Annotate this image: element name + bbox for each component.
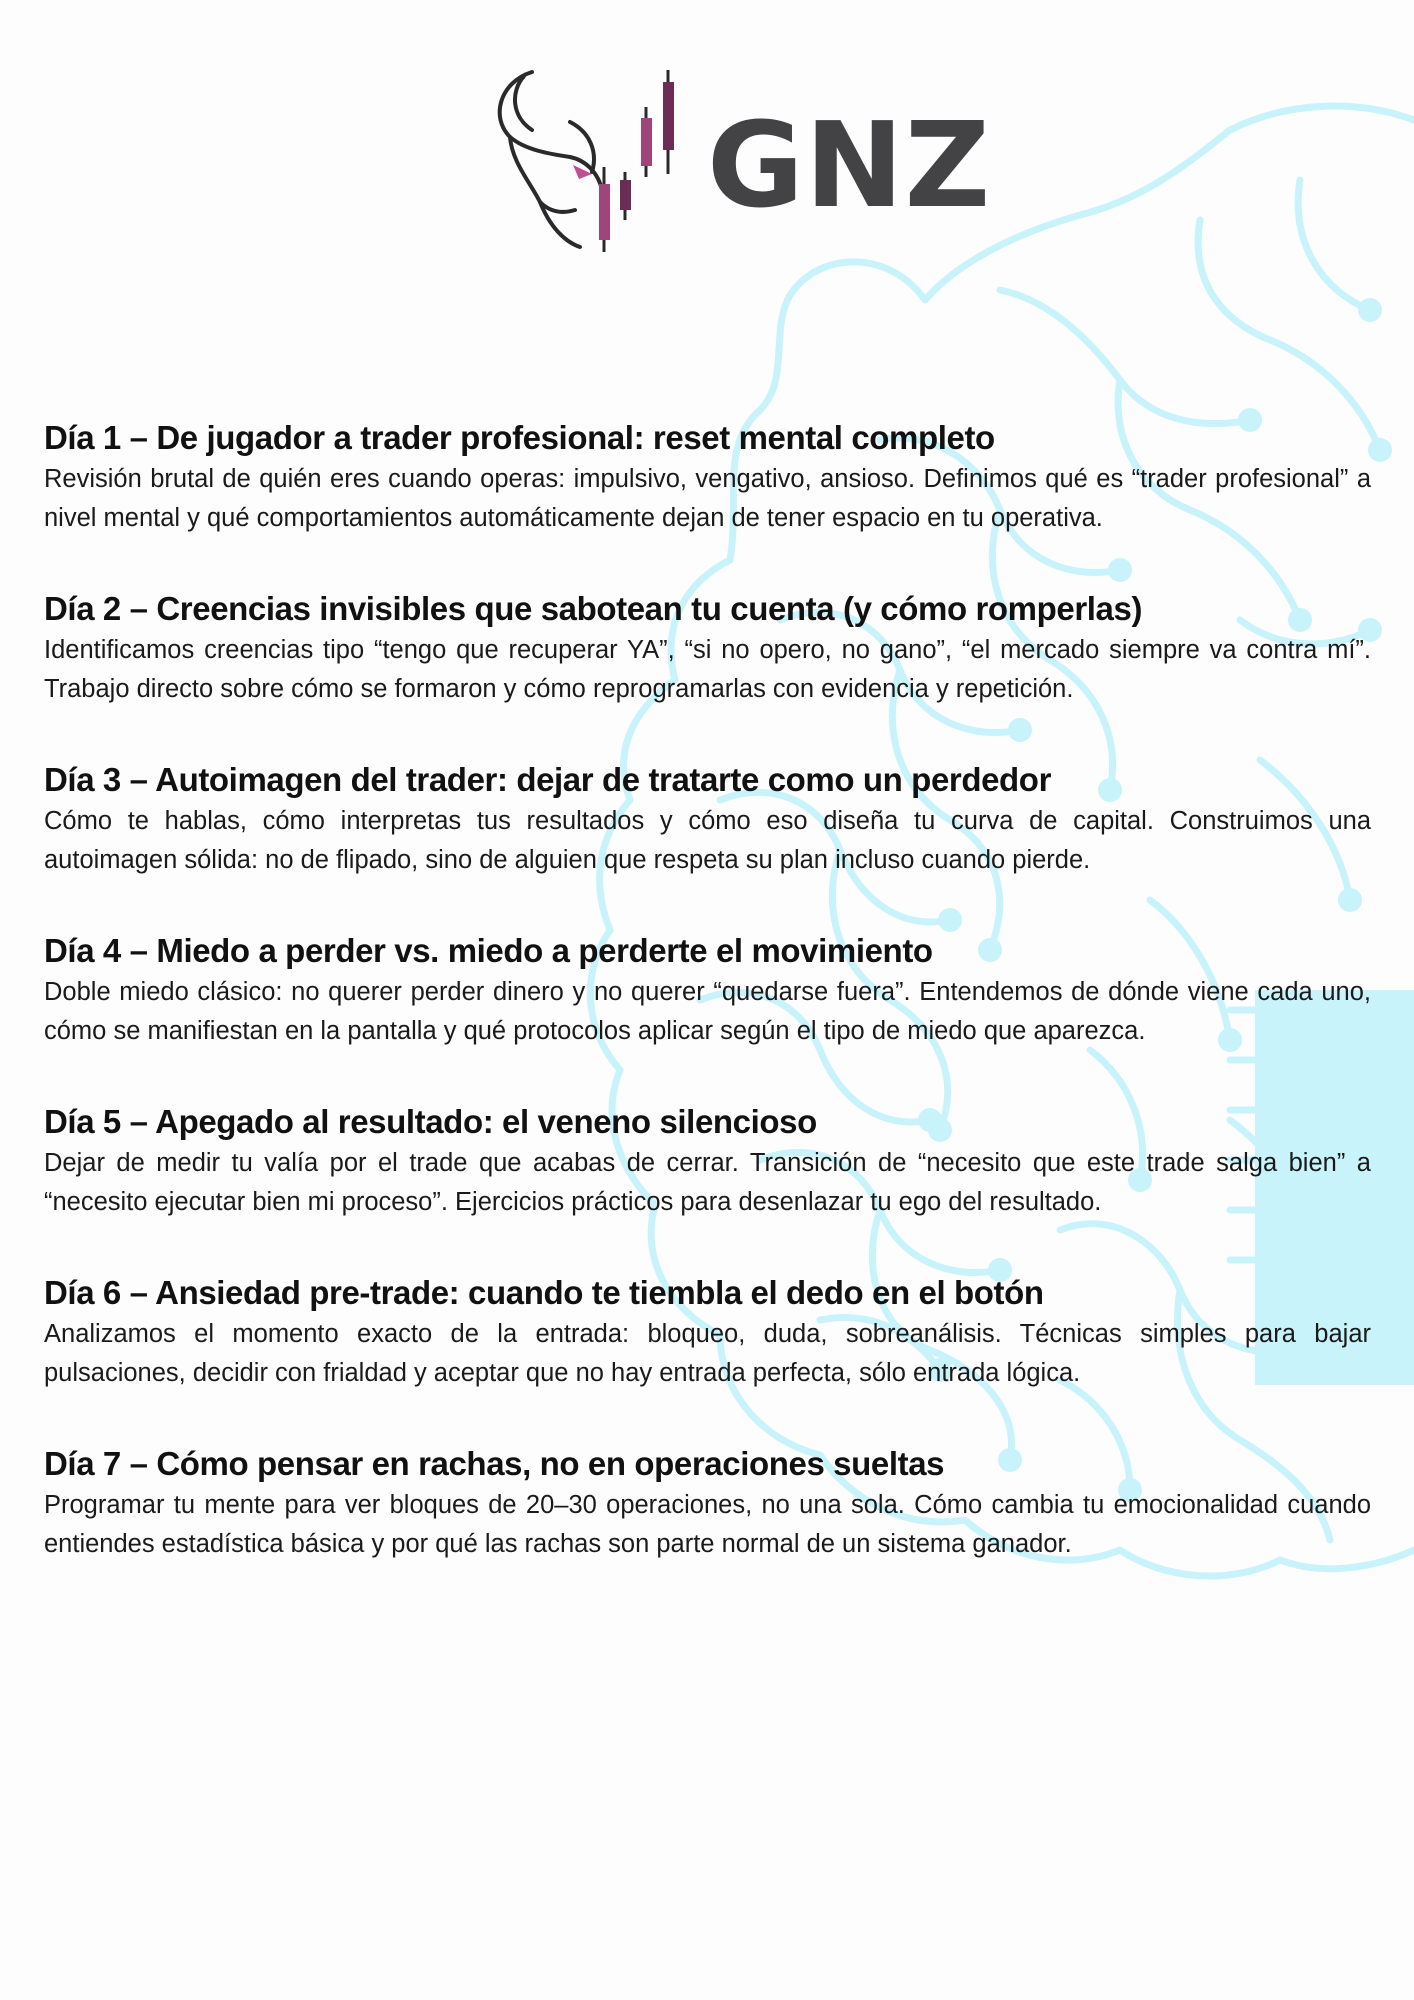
day-4-section <box>44 929 1371 1051</box>
day-3-section <box>44 758 1371 880</box>
brand-logo-text: GNZ <box>707 96 992 234</box>
day-4-description: Doble miedo clásico: no querer perder dinero y no querer “quedarse fuera”. Entendemos de dónde viene cada uno, cómo se manifiestan en la pantalla y qué protocolos aplicar según el tipo de miedo que aparezca. <box>44 978 1371 1045</box>
day-5-section <box>44 1100 1371 1222</box>
program-days-list <box>44 416 1371 1613</box>
day-7-title: Día 7 – Cómo pensar en rachas, no en operaciones sueltas <box>44 1445 945 1482</box>
day-6-description: Analizamos el momento exacto de la entrada: bloqueo, duda, sobreanálisis. Técnicas simples para bajar pulsaciones, decidir con frialdad y aceptar que no hay entrada perfecta, sólo entrada lógica. <box>44 1320 1371 1387</box>
day-5-title: Día 5 – Apegado al resultado: el veneno silencioso <box>44 1103 817 1140</box>
day-6-section <box>44 1271 1371 1393</box>
day-4-title: Día 4 – Miedo a perder vs. miedo a perderte el movimiento <box>44 932 933 969</box>
day-5-description: Dejar de medir tu valía por el trade que acabas de cerrar. Transición de “necesito que este trade salga bien” a “necesito ejecutar bien mi proceso”. Ejercicios prácticos para desenlazar tu ego del resultado. <box>44 1149 1371 1216</box>
day-1-title: Día 1 – De jugador a trader profesional: reset mental completo <box>44 419 995 456</box>
day-1-description: Revisión brutal de quién eres cuando operas: impulsivo, vengativo, ansioso. Definimos qué es “trader profesional” a nivel mental y qué comportamientos automáticamente dejan de tener espacio en tu operativa. <box>44 465 1371 532</box>
day-7-section <box>44 1442 1371 1564</box>
day-2-section <box>44 587 1371 709</box>
day-2-description: Identificamos creencias tipo “tengo que recuperar YA”, “si no opero, no gano”, “el mercado siempre va contra mí”. Trabajo directo sobre cómo se formaron y cómo reprogramarlas con evidencia y repetición. <box>44 636 1371 703</box>
day-6-title: Día 6 – Ansiedad pre-trade: cuando te tiembla el dedo en el botón <box>44 1274 1044 1311</box>
day-7-description: Programar tu mente para ver bloques de 20–30 operaciones, no una sola. Cómo cambia tu emocionalidad cuando entiendes estadística básica y por qué las rachas son parte normal de un sistema ganador. <box>44 1491 1371 1558</box>
day-3-description: Cómo te hablas, cómo interpretas tus resultados y cómo eso diseña tu curva de capital. Construimos una autoimagen sólida: no de flipado, sino de alguien que respeta su plan incluso cuando pierde. <box>44 807 1371 874</box>
day-1-section <box>44 416 1371 538</box>
day-3-title: Día 3 – Autoimagen del trader: dejar de tratarte como un perdedor <box>44 761 1052 798</box>
day-2-title: Día 2 – Creencias invisibles que sabotean tu cuenta (y cómo romperlas) <box>44 590 1143 627</box>
